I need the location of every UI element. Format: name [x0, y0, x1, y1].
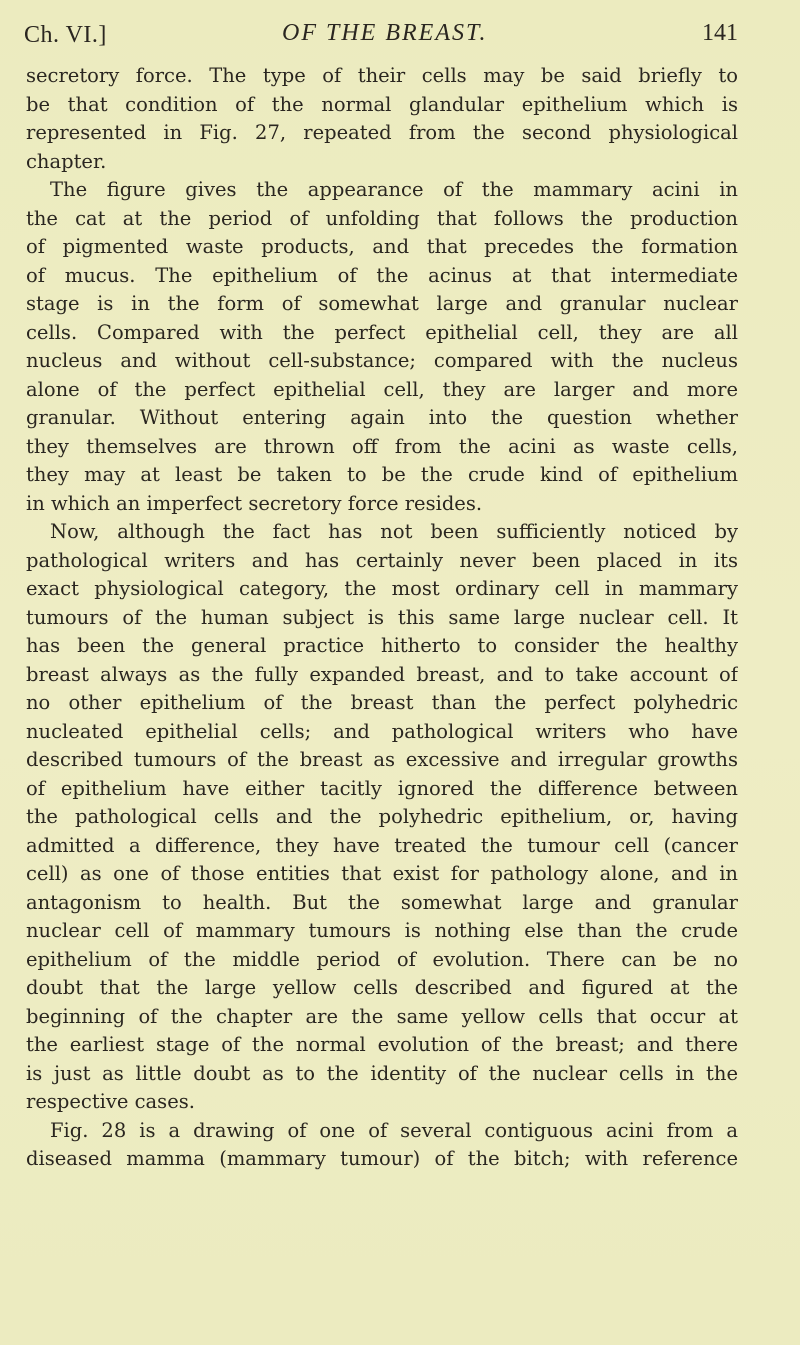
text-line: cells. Compared with the perfect epithelial cell, they are all — [26, 320, 738, 344]
text-line: exact physiological category, the most ordinary cell in mammary — [26, 577, 738, 600]
text-line: nuclear cell of mammary tumours is nothing else than the crude — [26, 919, 738, 942]
text-line: no other epithelium of the breast than the perfect polyhedric — [26, 691, 738, 714]
text-line: in which an imperfect secretory force resides. — [26, 491, 483, 515]
page-number: 141 — [702, 20, 738, 46]
running-head — [24, 20, 738, 54]
text-line: they may at least be taken to be the crude kind of epithelium — [26, 463, 738, 486]
text-line: represented in Fig. 27, repeated from the second physiological — [26, 121, 738, 144]
text-line: tumours of the human subject is this same large nuclear cell. It — [26, 605, 738, 629]
text-line: beginning of the chapter are the same yellow cells that occur at — [26, 1004, 738, 1028]
body-text — [26, 62, 738, 1174]
text-line: breast always as the fully expanded breast, and to take account of — [26, 662, 738, 686]
text-line: pathological writers and has certainly never been placed in its — [26, 548, 738, 572]
text-line: of pigmented waste products, and that precedes the formation — [26, 235, 738, 258]
text-line: stage is in the form of somewhat large and granular nuclear — [26, 292, 738, 315]
text-line: Now, although the fact has not been sufficiently noticed by — [50, 520, 738, 543]
text-line: Fig. 28 is a drawing of one of several contiguous acini from a — [50, 1118, 738, 1142]
running-title: OF THE BREAST. — [282, 20, 488, 46]
text-line: secretory force. The type of their cells may be said briefly to — [26, 64, 738, 87]
text-line: nucleated epithelial cells; and pathological writers who have — [26, 719, 738, 743]
text-line: The figure gives the appearance of the mammary acini in — [50, 178, 738, 201]
text-line: the cat at the period of unfolding that follows the production — [26, 206, 738, 230]
text-line: granular. Without entering again into the question whether — [26, 406, 738, 429]
text-line: respective cases. — [26, 1090, 195, 1113]
text-line: epithelium of the middle period of evolution. There can be no — [26, 947, 738, 971]
text-line: nucleus and without cell-substance; compared with the nucleus — [26, 349, 738, 372]
text-line: they themselves are thrown off from the acini as waste cells, — [26, 434, 738, 458]
text-line: alone of the perfect epithelial cell, they are larger and more — [26, 377, 738, 401]
text-line: be that condition of the normal glandular epithelium which is — [26, 92, 738, 116]
text-line: doubt that the large yellow cells described and figured at the — [26, 976, 738, 999]
text-line: is just as little doubt as to the identity of the nuclear cells in the — [26, 1061, 738, 1085]
text-line: of mucus. The epithelium of the acinus at that intermediate — [26, 263, 738, 287]
text-line: diseased mamma (mammary tumour) of the bitch; with reference — [26, 1147, 738, 1170]
text-line: admitted a difference, they have treated the tumour cell (cancer — [26, 833, 738, 857]
chapter-label: Ch. VI.] — [24, 22, 107, 48]
text-line: cell) as one of those entities that exist for pathology alone, and in — [26, 862, 738, 885]
text-line: has been the general practice hitherto to consider the healthy — [26, 634, 738, 657]
text-line: chapter. — [26, 149, 107, 173]
text-line: described tumours of the breast as excessive and irregular growths — [26, 748, 738, 771]
text-line: the earliest stage of the normal evolution of the breast; and there — [26, 1033, 738, 1056]
text-line: the pathological cells and the polyhedric epithelium, or, having — [26, 805, 738, 828]
text-line: antagonism to health. But the somewhat large and granular — [26, 890, 738, 914]
text-line: of epithelium have either tacitly ignored the difference between — [26, 776, 738, 800]
